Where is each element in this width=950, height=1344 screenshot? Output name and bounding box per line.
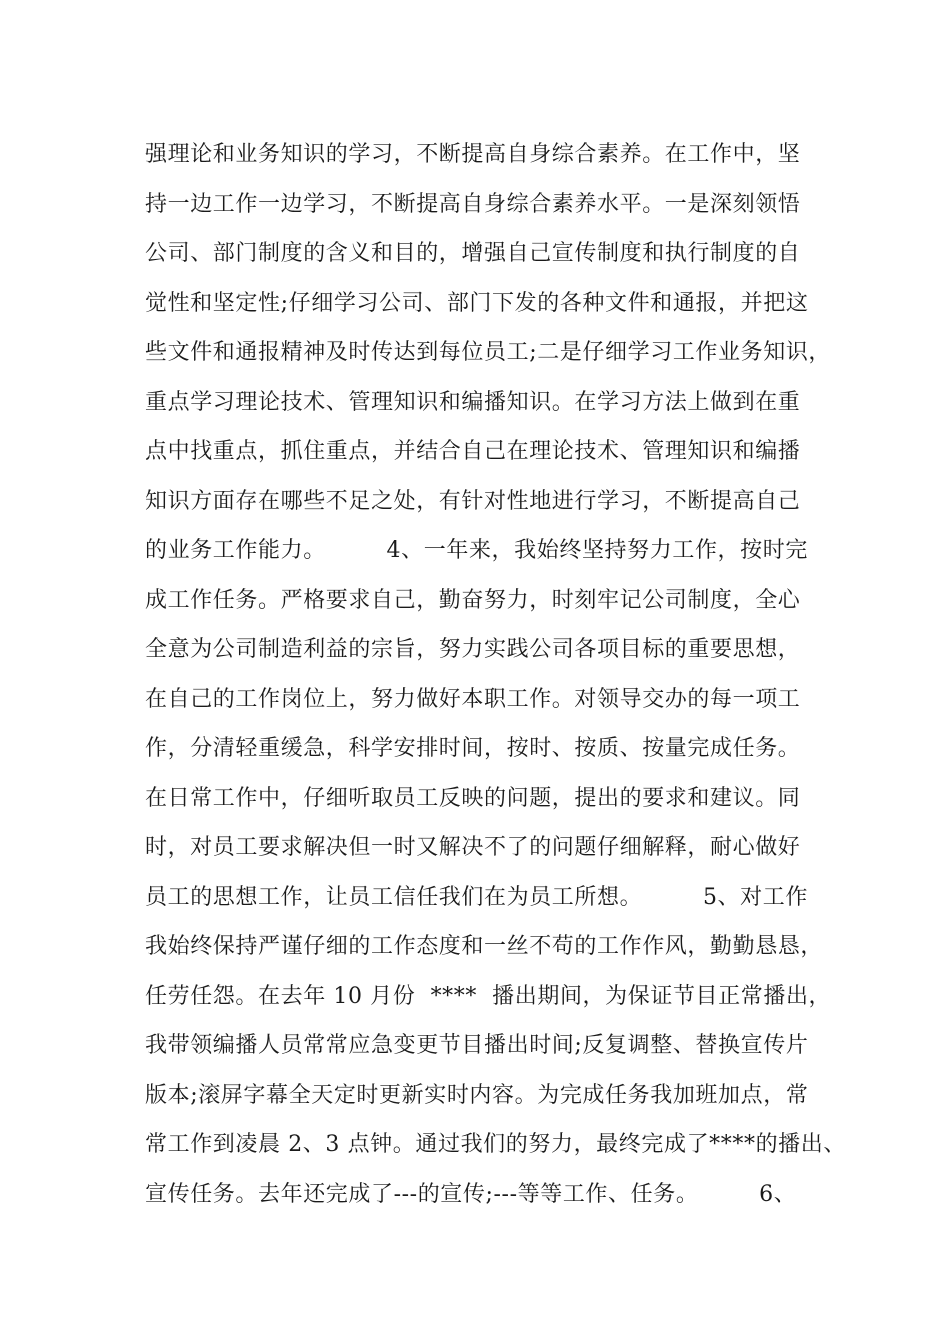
text-line-14: 在日常工作中，仔细听取员工反映的问题，提出的要求和建议。同: [145, 785, 801, 811]
body-text: [145, 130, 845, 1219]
text-line-20: 版本;滚屏字幕全天定时更新实时内容。为完成任务我加班加点，常: [145, 1082, 809, 1108]
text-line-5: 些文件和通报精神及时传达到每位员工;二是仔细学习工作业务知识，: [145, 340, 832, 365]
text-line-11: 全意为公司制造利益的宗旨，努力实践公司各项目标的重要思想，: [145, 637, 801, 662]
text-line-19: 我带领编播人员常常应急变更节目播出时间;反复调整、替换宣传片: [145, 1033, 809, 1058]
text-line-3: 公司、部门制度的含义和目的，增强自己宣传制度和执行制度的自: [145, 241, 801, 266]
text-line-10: 成工作任务。严格要求自己，勤奋努力，时刻牢记公司制度，全心: [145, 587, 801, 613]
text-line-6: 重点学习理论技术、管理知识和编播知识。在学习方法上做到在重: [145, 389, 801, 415]
text-line-8: 知识方面存在哪些不足之处，有针对性地进行学习，不断提高自己: [145, 488, 801, 514]
text-line-1: 强理论和业务知识的学习，不断提高自身综合素养。在工作中，坚: [145, 142, 801, 167]
text-line-16: 员工的思想工作，让员工信任我们在为员工所想。 5、对工作: [145, 884, 808, 910]
text-line-4: 觉性和坚定性;仔细学习公司、部门下发的各种文件和通报，并把这: [145, 290, 809, 316]
text-line-18: 任劳任怨。在去年 10 月份 **** 播出期间，为保证节目正常播出，: [145, 983, 832, 1009]
text-line-15: 时，对员工要求解决但一时又解决不了的问题仔细解释，耐心做好: [145, 835, 801, 860]
text-line-13: 作，分清轻重缓急，科学安排时间，按时、按质、按量完成任务。: [145, 736, 801, 761]
text-line-17: 我始终保持严谨仔细的工作态度和一丝不苟的工作作风，勤勤恳恳，: [145, 934, 824, 959]
text-line-9: 的业务工作能力。 4、一年来，我始终坚持努力工作，按时完: [145, 538, 808, 563]
text-line-12: 在自己的工作岗位上，努力做好本职工作。对领导交办的每一项工: [145, 686, 801, 712]
text-line-21: 常工作到凌晨 2、3 点钟。通过我们的努力，最终完成了****的播出、: [145, 1132, 846, 1157]
text-line-22: 宣传任务。去年还完成了---的宣传;---等等工作、任务。 6、: [145, 1181, 797, 1207]
text-line-7: 点中找重点，抓住重点，并结合自己在理论技术、管理知识和编播: [145, 439, 801, 464]
text-line-2: 持一边工作一边学习，不断提高自身综合素养水平。一是深刻领悟: [145, 191, 801, 217]
